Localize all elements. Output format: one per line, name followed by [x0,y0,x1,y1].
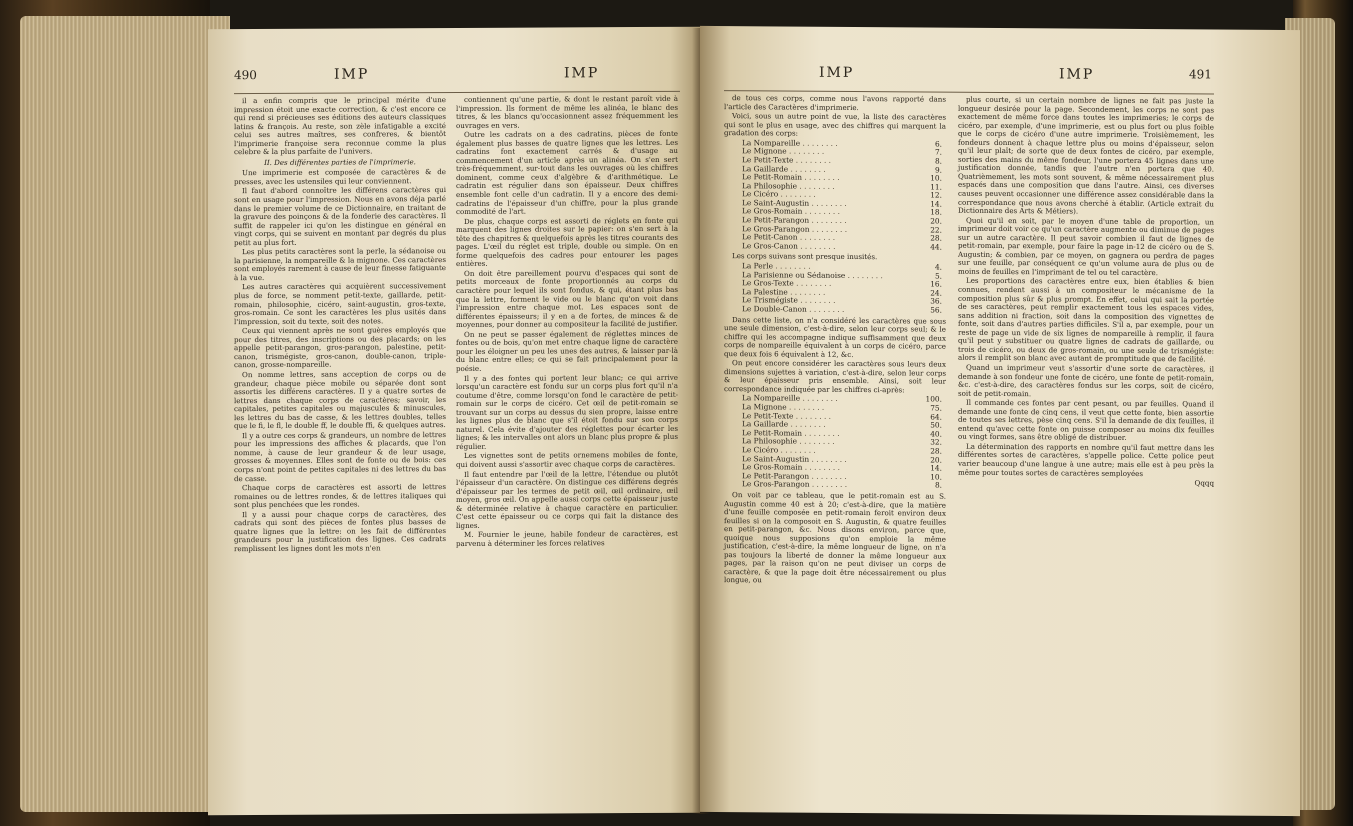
corps-name: La Gaillarde . . . [742,420,918,430]
corps-list-1 [742,139,942,252]
corps-value: 28. [930,446,942,456]
corps-name: La Mignone . . . [742,403,918,413]
corps-value: 11. [930,182,942,192]
corps-list-2 [742,262,942,315]
right-col2-signature: Qqqq [1194,478,1214,488]
right-col2-paragraph: plus courte, si un certain nombre de lignes ne fait pas juste la longueur desirée pour la page. Secondement, les corps ne sont pas exactement de même force dans toutes les imprimeries; le corps de cicéro, par exemple, d'une imprimerie, est ou plus fort ou plus foible que le corps de cicéro d'une autre imprimerie. Troisièmement, les fondeurs donnent à chaque lettre plus ou moins d'épaisseur, selon qu'il leur plaît; de sorte que de deux fontes de cicéro, par exemple, sorties des mains du même fondeur, l'une portera 45 lignes dans une justification donnée, tandis que l'autre n'en portera que 40. Quatrièmement, les mots sont souvent, & même nécessairement plus espacés dans une composition que dans l'autre. Ainsi, ces diverses causes peuvent occasionner une différence assez considérable dans la correspondance que nous avons cherché à établir. (Article extrait du Dictionnaire des Arts & Métiers). [958,94,1214,216]
left-page-edges [20,16,230,812]
right-intro-2: Voici, sous un autre point de vue, la liste des caractères qui sont le plus en usage, avec des chiffres qui marquent la gradation des corps: [724,111,946,138]
right-col2-paragraph: La détermination des rapports en nombre qu'il faut mettre dans les différentes sortes de caractères, s'appelle police. Cette police peut varier beaucoup d'une langue à une autre; mais elle est à peu près la même pour toutes sortes de caractères semployées [958,441,1214,478]
corps-value: 5. [934,271,942,281]
right-col2-paragraph: Les proportions des caractères entre eux, bien établies & bien connues, rendent aussi à un compositeur le mécanisme de la composition plus sûr & plus prompt. En effet, celui qui sait la portée de ses caractères, peut remplir exactement tous les espaces vides, sans addition ni fraction, soit dans la composition des vignettes de fonte, soit dans d'autres parties difficiles. S'il a, par exemple, pour un reste de page un vide de six lignes de nompareille à remplir, il faura qu'il peut y substituer ou quatre lignes de cadrats de gaillarde, ou trois de cicéro, ou deux de gros-romain, ou une seule de trismégiste: alors il remplit son blanc avec autant de promptitude que de facilité. [958,276,1214,364]
corps-name: Le Petit-Parangon . . . [742,472,918,482]
corps-value: 7. [934,147,942,157]
corps-value: 8. [934,480,942,491]
corps-list-3 [742,395,942,491]
left-col2-paragraph: contiennent qu'une partie, & dont le restant paroît vide à l'impression. Ils forment de même les alinéa, le blanc des titres, & les blancs qu'occasionnent assez fréquemment les ouvrages en vers. [456,93,678,130]
list2-intro: Les corps suivans sont presque inusités. [732,251,878,262]
corps-value: 9. [934,165,942,175]
corps-value: 32. [930,437,942,448]
left-col1-paragraph: il a enfin compris que le principal mérite d'une impression étoit une exacte correction, & c'est encore ce qui rend si précieuses ses éditions des auteurs classiques latins & françois. Au reste, son zèle infatigable a excité celui ses autres maîtres, ses confreres, & bientôt l'imprimerie françoise sera reconnue comme la plus celebre & la plus parfaite de l'univers. [234,95,446,157]
left-running-head [234,65,674,83]
corps-value: 12. [930,190,942,200]
right-end-para: On voit par ce tableau, que le petit-romain est au S. Augustin comme 40 est à 20; c'est-à-dire, que la matière d'une feuille composée en petit-romain feroit environ deux feuilles si on la composoit en S. Augustin, & quatre feuilles en petit-parangon, &c. Nous disons environ, parce que, quoique nous supposions qu'on emploie la même justification, c'est-à-dire, la même longueur de ligne, on n'a pas toujours la liberté de donner la même longueur aux pages, par la raison qu'on ne peut diviser un corps de caractère, & que la page doit être nécessairement ou plus longue, ou [724,490,946,585]
right-mid-para-1: Dans cette liste, on n'a considéré les caractères que sous une seule dimension, c'est-à-dire, selon leur corps seul; & le chiffre qui les accompagne indique suffisamment que deux corps de nompareille équivalent à un corps de cicéro, parce que deux fois 6 équivalent à 12, &c. [724,314,946,359]
corps-value: 10. [930,472,942,482]
corps-name: Le Petit-Parangon . . . [742,216,918,226]
corps-value: 24. [930,288,942,298]
corps-row [742,481,942,491]
corps-name: Le Petit-Romain . . . [742,173,918,183]
left-head-word-1: IMP [334,66,370,83]
left-col2-paragraph: Outre les cadrats on a des cadratins, pièces de fonte également plus basses de quatre lignes que les lettres. Les cadratins font exactement carrés & d'usage au commencement d'un article après un alinéa. On s'en sert très-fréquemment, sur-tout dans les ouvrages où les chiffres dominent, comme ceux d'algèbre & d'arithmétique. Le cadratin est régulier dans son épaisseur. Deux chiffres ensemble font celle d'un cadratin. Il y a encore des demi-cadratins de l'épaisseur d'un chiffre, pour la plus grande commodité de l'art. [456,129,678,217]
corps-name: Le Gros-Texte . . . [742,279,918,289]
corps-value: 64. [930,412,942,422]
left-head-word-2: IMP [564,65,600,82]
corps-name: Le Double-Canon . . . [742,305,918,315]
corps-name: Le Petit-Texte . . . [742,412,918,422]
right-column-2 [958,96,1214,489]
right-col2-paragraph: Il commande ces fontes par cent pesant, ou par feuilles. Quand il demande une fonte de cinq cens, il veut que cette fonte, bien assortie de toutes ses lettres, pèse cinq cens. S'il la demande de dix feuilles, il entend qu'avec cette fonte on puisse composer au moins dix feuilles ou vingt formes, sans être obligé de distribuer. [958,397,1214,443]
corps-name: Le Gros-Parangon . . . [742,481,918,491]
corps-name: La Gaillarde . . . [742,165,918,175]
corps-value: 20. [930,455,942,465]
corps-name: Le Cicéro . . . [742,190,918,200]
left-col1-paragraph: Une imprimerie est composée de caractères & de presses, avec les ustensiles qui leur conviennent. [234,167,446,187]
left-column-2 [456,95,678,550]
right-col2-paragraph: Quand un imprimeur veut s'assortir d'une sorte de caractères, il demande à son fondeur une fonte de cicéro, une fonte de petit-romain, &c. c'est-à-dire, des caractères fondus sur les corps, soit de cicéro, soit de petit-romain. [958,362,1214,398]
right-head-word-2: IMP [1059,66,1095,83]
left-col1-paragraph: Il y a aussi pour chaque corps de caractères, des cadrats qui sont des pièces de fontes plus basses de quatre lignes que la lettre: on les fait de différentes grandeurs pour la justification des lignes. Ces cadrats remplissent les lignes dont les mots n'en [234,508,446,554]
left-col1-paragraph: Les plus petits caractères sont la perle, la sédanoise ou la parisienne, la nompareille & la mignone. Ces caractères sont employés rarement à cause de leur finesse fatiguante à la vue. [234,246,446,283]
left-col2-paragraph: Il y a des fontes qui portent leur blanc; ce qui arrive lorsqu'un caractère est fondu sur un corps plus fort qu'il n'a coutume d'être, comme lorsqu'on fond le caractère de petit-romain sur le corps de cicéro. Cet œil de petit-romain se trouvant sur un corps au dessus du sien propre, laisse entre les lignes plus de blanc que s'il étoit fondu sur son corps naturel. Cela évite d'ajouter des réglettes pour écarter les lignes; & les intervalles ont alors un blanc plus propre & plus régulier. [456,372,678,451]
corps-name: Le Trismégiste . . . [742,297,918,307]
left-col1-paragraph: On nomme lettres, sans acception de corps ou de grandeur, chaque pièce mobile ou séparée dont sont assortis les différens caractères. Il y a quatre sortes de lettres dans chaque corps de caractères; savoir, les capitales, petites capitales ou majuscules & minuscules, les lettres du bas de casse, & les lettres doubles, telles que le ﬁ, le ﬂ, le double ﬀ, le double ﬃ, & quelques autres. [234,368,446,431]
left-col2-paragraph: Il faut entendre par l'œil de la lettre, l'étendue ou plutôt l'épaisseur d'un caractère. On distingue ces différens degrés d'épaisseur par les termes de petit œil, œil ordinaire, œil moyen, gros œil. On appelle aussi corps cette épaisseur juste & déterminée relative à chaque caractère en particulier. C'est cette épaisseur ou ce corps qui fait la distance des lignes. [456,468,678,530]
left-col1-paragraph: Ceux qui viennent après ne sont guères employés que pour des titres, des inscriptions ou des placards; on les appelle petit-parangon, gros-parangon, palestine, petit-canon, trismégiste, gros-canon, double-canon, triple-canon, grosse-nompareille. [234,325,446,370]
left-col2-paragraph: On ne peut se passer également de réglettes minces de fontes ou de bois, qu'on met entre chaque ligne de caractère pour les éloigner un peu les unes des autres, & laisser par-là du blanc entre elles; ce qui se fait principalement pour la poésie. [456,328,678,373]
corps-name: La Palestine . . . [742,288,918,298]
corps-name: Le Petit-Canon . . . [742,233,918,243]
corps-name: Le Saint-Augustin . . . [742,455,918,465]
corps-name: Le Gros-Romain . . . [742,463,918,473]
corps-value: 14. [930,199,942,209]
corps-name: Le Mignone . . . [742,148,918,158]
left-column-1 [234,96,446,555]
right-page-number: 491 [1189,67,1212,82]
corps-value: 20. [930,216,942,226]
right-intro: de tous ces corps, comme nous l'avons rapporté dans l'article des Caractères d'imprimerie. [724,93,946,112]
corps-name: Le Gros-Parangon . . . [742,225,918,235]
corps-value: 56. [930,305,942,315]
left-col1-paragraph: Les autres caractères qui acquièrent successivement plus de force, se nomment petit-texte, gaillarde, petit-romain, philosophie, cicéro, saint-augustin, gros-texte, gros-romain. Ce sont les caractères les plus usités dans l'impression, soit du texte, soit des notes. [234,281,446,326]
corps-value: 36. [930,296,942,306]
corps-value: 4. [934,262,942,272]
corps-row [742,242,942,252]
corps-value: 75. [930,403,942,413]
corps-value: 22. [930,225,942,235]
corps-name: Le Gros-Romain . . . [742,208,918,218]
corps-value: 18. [930,207,942,218]
left-page [208,27,700,816]
left-page-number: 490 [234,68,257,83]
right-col2-paragraph: Quoi qu'il en soit, par le moyen d'une table de proportion, un imprimeur doit voir ce qu'un caractère augmente ou diminue de pages sur un autre caractère. Il peut savoir combien il faut de lignes de petit-romain, par exemple, pour faire la page in-12 de cicéro ou de S. Augustin; & combien, par ce moyen, on gagnera ou perdra de pages sur une feuille, par conséquent ce qu'un volume aura de plus ou de moins de feuilles en l'imprimant de tel ou tel caractère. [958,215,1214,278]
right-head-word-1: IMP [819,64,855,81]
corps-value: 28. [930,233,942,243]
corps-name: La Nompareille . . . [742,395,918,405]
corps-row [742,305,942,315]
corps-name: Le Saint-Augustin . . . [742,199,918,209]
corps-value: 50. [930,420,942,430]
left-col1-paragraph: Il y a outre ces corps & grandeurs, un nombre de lettres pour les impressions des affiches & placards, que l'on nomme, à cause de leur grandeur & de leur usage, grosses & moyennes. Elles sont de fonte ou de bois: ces corps n'ont point de petites capitales ni des lettres du bas de casse. [234,429,446,483]
corps-value: 10. [930,173,942,183]
corps-value: 6. [934,139,942,149]
corps-name: La Parisienne ou Sédanoise . . . [742,271,918,281]
left-col1-paragraph: Chaque corps de caractères est assorti de lettres romaines ou de lettres rondes, & de lettres italiques qui sont plus penchées que les rondes. [234,482,446,510]
corps-value: 40. [930,429,942,439]
left-col1-paragraph: Il faut d'abord connoître les différens caractères qui sont en usage pour l'impression. Nous en avons déja parlé dans le premier volume de ce Dictionnaire, en traitant de la gravure des poinçons & de la fonderie des caractères. Il suffit de rappeler ici qu'on les distingue en général en vingt corps, qui se suivent en montant par degrés du plus petit au plus fort. [234,185,446,247]
corps-value: 44. [930,242,942,252]
right-running-head [724,64,1244,83]
corps-name: Le Petit-Romain . . . [742,429,918,439]
corps-name: Le Cicéro . . . [742,446,918,456]
corps-value: 8. [934,156,942,166]
corps-name: Le Gros-Canon . . . [742,242,918,252]
corps-name: La Philosophie . . . [742,182,918,192]
left-col2-paragraph: M. Fournier le jeune, habile fondeur de caractères, est parvenu à déterminer les forces relatives [456,529,678,548]
corps-value: 14. [930,463,942,473]
corps-name: La Philosophie . . . [742,438,918,448]
corps-value: 16. [930,279,942,289]
right-mid-para-2: On peut encore considérer les caractères sous leurs deux dimensions sujettes à variation, c'est-à-dire, selon leur corps & leur épaisseur pris ensemble. Ainsi, soit leur correspondance indiquée par les chiffres ci-après: [724,358,946,395]
corps-value: 100. [925,394,942,405]
left-col2-paragraph: On doit être pareillement pourvu d'espaces qui sont de petits morceaux de fonte proportionnés au corps du caractère pour lequel ils sont fondus, & qui, étant plus bas que la lettre, forment le vide ou le blanc qu'on voit dans l'impression entre chaque mot. Les espaces sont de différentes épaisseurs; il y en a de fortes, de minces & de moyennes, pour donner au compositeur la facilité de justifier. [456,267,678,330]
corps-name: La Perle . . . [742,262,918,272]
left-col2-paragraph: De plus, chaque corps est assorti de réglets en fonte qui marquent des lignes droites sur le papier: on s'en sert à la tête des chapitres & quelquefois après les titres courants des pages. L'œil du réglet est triple, double ou simple. On en forme quelquefois des cadres pour entourer les pages entières. [456,215,678,269]
right-page [700,26,1300,816]
left-col1-heading: II. Des différentes parties de l'imprimerie. [264,157,416,167]
left-col2-paragraph: Les vignettes sont de petits ornemens mobiles de fonte, qui doivent aussi s'assortir avec chaque corps de caractères. [456,450,678,469]
corps-name: Le Petit-Texte . . . [742,156,918,166]
right-column-1 [724,94,946,588]
corps-name: La Nompareille . . . [742,139,918,149]
